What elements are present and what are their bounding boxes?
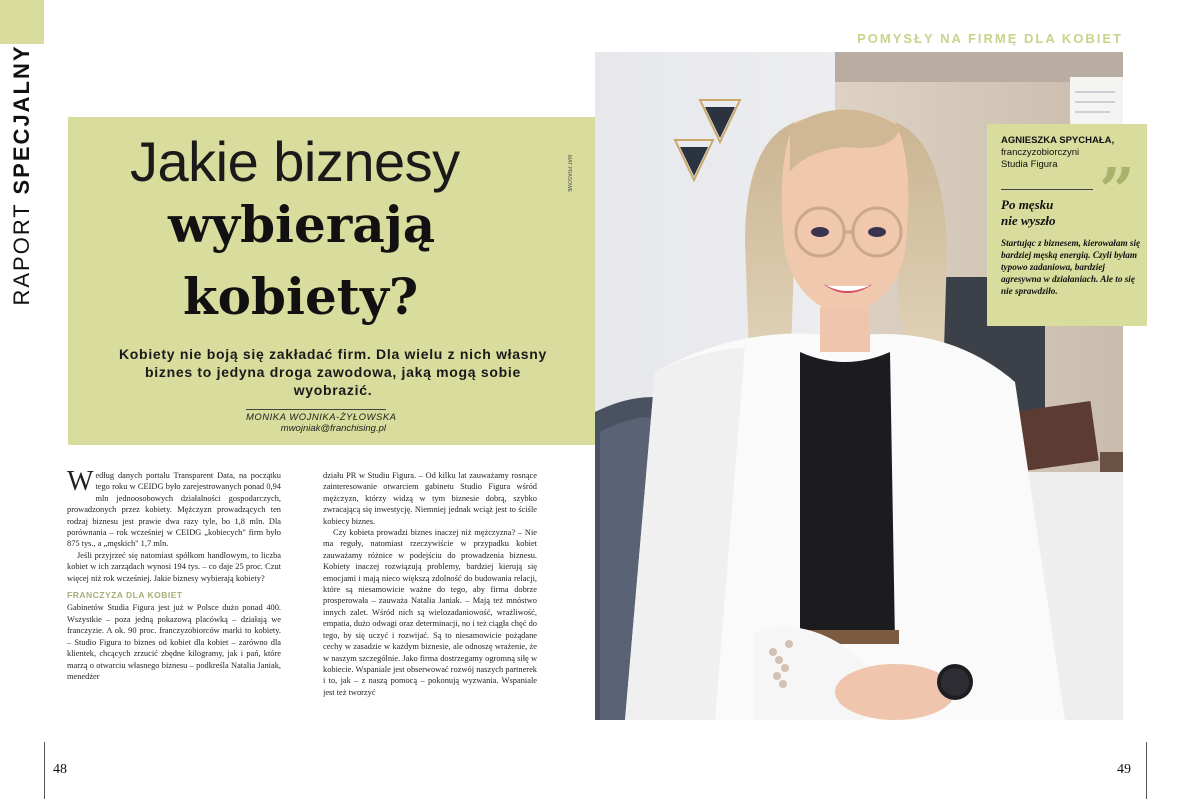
drop-cap: W (67, 470, 94, 497)
body-paragraph: działu PR w Studiu Figura. – Od kilku lat zauważamy rosnące zainteresowanie otwarciem gabinetu Studio Figura wśród mężczyzn, którzy widzą w tym biznesie dobrą, szybko zwracającą się inwestycję. Niemniej jednak wciąż jest to ściśle kobiecy biznes. (323, 471, 537, 526)
title-box (68, 117, 596, 445)
article-lede: Kobiety nie boją się zakładać firm. Dla wielu z nich własny biznes to jedyna droga zawodowa, jaką mogą sobie wyobrazić. (119, 346, 547, 398)
author-name: MONIKA WOJNIKA-ŻYŁOWSKA (246, 412, 397, 423)
page-number-left: 48 (53, 762, 67, 777)
photo-credit: MAT PRASOWE (566, 155, 572, 193)
side-label-part2: SPECJALNY (9, 44, 34, 195)
author-block (246, 409, 397, 434)
body-paragraph: Jeśli przyjrzeć się natomiast spółkom handlowym, to liczba kobiet w ich zarządach wynosi 194 tys. – co daje 25 proc. Czut więcej niż rok wcześniej. Jakie biznesy wybierają kobiety? (67, 550, 281, 583)
corner-color-tab (0, 0, 44, 44)
paragraph-text: edług danych portalu Transparent Data, na początku tego roku w CEIDG było zarejestrowanych ponad 0,94 mln jednoosobowych działalności gospodarczych, prowadzonych przez kobiety. Mężczyzn prowadzących ten rodzaj biznesu jest prawie dwa razy tyle, bo 1,8 mln. Dla porównania – rok wcześniej w CEIDG „kobiecych" firm było 875 tys., a „męskich" 1,7 mln. (67, 471, 281, 549)
body-paragraph: Czy kobieta prowadzi biznes inaczej niż mężczyzna? – Nie ma reguły, natomiast rzeczywiście w przypadku kobiet zauważamy różnice w podejściu do prowadzenia biznesu. Kobiety inaczej rozwiązują problemy, bardziej kierują się emocjami i mają nieco większą zdolność do budowania relacji, które są niesamowicie ważne do tego, aby firma dobrze prosperowała – zauważa Natalia Janiak. – Mają też mnóstwo innych zalet. Wśród nich są wielozadaniowość, wrażliwość, empatia, dużo odwagi oraz determinacji, no i też ciągła chęć do tego, by się uczyć i rozwijać. Są to niesamowicie pożądane cechy w zasadzie w każdym biznesie, ale odnoszę wrażenie, że w naszym szczególnie. Jako firma dostrzegamy ogromną siłę w kobiecie. Wspaniale jest obserwować rozwój naszych partnerek i to, jak – z naszą pomocą – pokonują wyzwania. Wspaniale jest też tworzyć (323, 528, 537, 697)
quote-title-line-1: Po męsku (1001, 197, 1054, 212)
side-label-part1: RAPORT (9, 202, 34, 306)
page-number-right: 49 (1117, 762, 1131, 777)
quotation-marks-icon: ” (1099, 154, 1135, 227)
author-email: mwojniak@franchising.pl (280, 423, 386, 434)
body-column-2 (323, 470, 537, 726)
side-section-label (9, 44, 35, 305)
quote-person-role-2: Studia Figura (1001, 159, 1058, 170)
quote-title-line-2: nie wyszło (1001, 213, 1056, 228)
headline-line-2: wybierają (168, 195, 436, 254)
quote-title (1001, 197, 1121, 229)
section-header: POMYSŁY NA FIRMĘ DLA KOBIET (857, 31, 1123, 46)
body-paragraph (67, 470, 281, 550)
section-subhead: FRANCZYZA DLA KOBIET (67, 590, 183, 601)
quote-divider (1001, 189, 1093, 190)
headline-line-1: Jakie biznesy (130, 130, 460, 193)
page-rule-left (44, 742, 45, 799)
quote-person-name: AGNIESZKA SPYCHAŁA, (1001, 135, 1115, 146)
body-column-1 (67, 470, 281, 722)
headline-line-3: kobiety? (183, 267, 419, 326)
quote-person-role-1: franczyzobiorczyni (1001, 147, 1080, 158)
page-rule-right (1146, 742, 1147, 799)
pull-quote-box (987, 124, 1147, 326)
quote-text: Startując z biznesem, kierowałam się bardziej męską energią. Czyli byłam typowo zadaniowa, bardziej agresywna w działaniach. Ale to się nie sprawdziło. (1001, 238, 1141, 296)
body-paragraph: Gabinetów Studia Figura jest już w Polsce dużo ponad 400. Wszystkie – poza jedną pokazową placówką – działają we franczyzie. A ok. 90 proc. franczyzobiorców marki to kobiety. – Studio Figura to biznes od kobiet dla kobiet – zarówno dla klientek, chcących zrzucić zbędne kilogramy, jak i pań, które marzą o otwarciu własnego biznesu – podkreśla Natalia Janiak, menedżer (67, 603, 281, 681)
